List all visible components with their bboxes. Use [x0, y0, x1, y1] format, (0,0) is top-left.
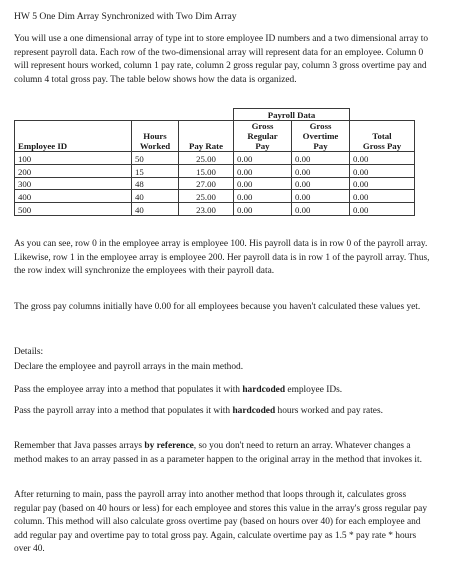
- header-employee-id: Employee ID: [15, 121, 132, 152]
- header-pay-rate: Pay Rate: [179, 121, 234, 152]
- table-row: 500 40 23.00 0.00 0.00 0.00: [15, 203, 415, 216]
- header-gross-regular-pay: Gross Regular Pay: [234, 121, 292, 152]
- header-gross-overtime-pay: Gross Overtime Pay: [292, 121, 350, 152]
- header-total-gross-pay: Total Gross Pay: [350, 121, 415, 152]
- synchronization-paragraph: As you can see, row 0 in the employee array is employee 100. His payroll data is in row 0 of the payroll array. Likewise, row 1 in the employee array is employee 200. Her payroll data is in row 1 of the payroll array. Thus, the row index will synchronize the employees with their payroll data.: [14, 239, 430, 277]
- table-row: 300 48 27.00 0.00 0.00 0.00: [15, 177, 415, 190]
- details-heading: Details:: [14, 347, 44, 357]
- gross-pay-paragraph: The gross pay columns initially have 0.00 for all employees because you haven't calculated these values yet.: [14, 302, 421, 312]
- payroll-table: [14, 108, 414, 216]
- details-calculate-pay: After returning to main, pass the payroll array into another method that loops through it, calculates gross regular pay (based on 40 hours or less) for each employee and stores this value in the array's gross regular pay column. This method will also calculate gross overtime pay (based on hours over 40) for each employee and add regular pay and overtime pay to total gross pay. Again, calculate overtime pay as 1.5 * pay rate * hours over 40.: [14, 490, 428, 555]
- details-populate-employee: Pass the employee array into a method that populates it with hardcoded employee IDs.: [14, 385, 343, 395]
- payroll-data-header: Payroll Data: [234, 109, 350, 121]
- details-pass-by-reference: Remember that Java passes arrays by reference, so you don't need to return an array. Whatever changes a method makes to an array passed in as a parameter happen to the original array in the method that invokes it.: [14, 441, 422, 465]
- intro-paragraph: You will use a one dimensional array of type int to store employee ID numbers and a two dimensional array to represent payroll data. Each row of the two-dimensional array will represent data for an employee. Column 0 will represent hours worked, column 1 pay rate, column 2 gross regular pay, column 3 gross overtime pay and column 4 total gross pay. The table below shows how the data is organized.: [14, 34, 429, 85]
- table-row: 100 50 25.00 0.00 0.00 0.00: [15, 152, 415, 165]
- header-hours-worked: Hours Worked: [132, 121, 179, 152]
- details-populate-payroll: Pass the payroll array into a method that populates it with hardcoded hours worked and pay rates.: [14, 406, 383, 416]
- table-row: 200 15 15.00 0.00 0.00 0.00: [15, 164, 415, 177]
- table-row: 400 40 25.00 0.00 0.00 0.00: [15, 190, 415, 203]
- document-title: HW 5 One Dim Array Synchronized with Two Dim Array: [14, 11, 237, 22]
- details-declare-arrays: Declare the employee and payroll arrays in the main method.: [14, 362, 244, 372]
